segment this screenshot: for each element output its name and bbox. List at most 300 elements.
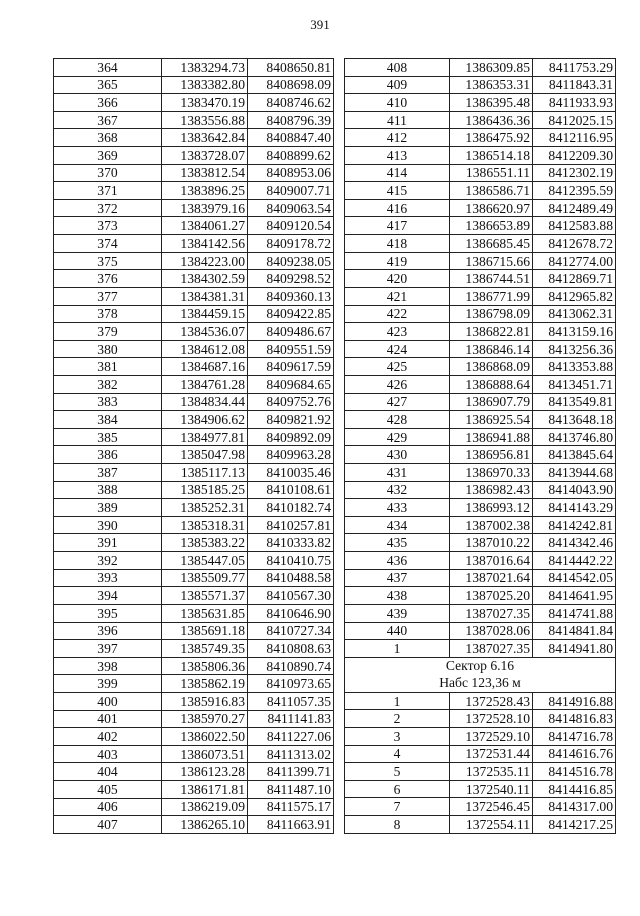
table-row: [345, 727, 616, 745]
point-number-cell: 390: [54, 516, 162, 534]
x-coordinate-cell: 1386956.81: [450, 446, 533, 464]
x-coordinate-cell: 1384536.07: [162, 323, 248, 341]
x-coordinate-cell: 1386073.51: [162, 745, 248, 763]
x-coordinate-cell: 1383979.16: [162, 199, 248, 217]
point-number-cell: 383: [54, 393, 162, 411]
table-row: [54, 446, 334, 464]
y-coordinate-cell: 8409063.54: [248, 199, 334, 217]
x-coordinate-cell: 1383728.07: [162, 147, 248, 165]
y-coordinate-cell: 8408899.62: [248, 147, 334, 165]
table-row: [345, 287, 616, 305]
y-coordinate-cell: 8414716.78: [533, 727, 616, 745]
table-row: [345, 252, 616, 270]
point-number-cell: 432: [345, 481, 450, 499]
table-row: [345, 516, 616, 534]
x-coordinate-cell: 1386514.18: [450, 147, 533, 165]
y-coordinate-cell: 8410973.65: [248, 675, 334, 693]
table-row: [54, 604, 334, 622]
table-row: [54, 640, 334, 658]
table-row: [345, 199, 616, 217]
table-row: [54, 129, 334, 147]
y-coordinate-cell: 8413648.18: [533, 411, 616, 429]
x-coordinate-cell: 1385691.18: [162, 622, 248, 640]
y-coordinate-cell: 8414816.83: [533, 710, 616, 728]
point-number-cell: 370: [54, 164, 162, 182]
table-row: [54, 780, 334, 798]
table-row: [54, 499, 334, 517]
point-number-cell: 437: [345, 569, 450, 587]
x-coordinate-cell: 1385185.25: [162, 481, 248, 499]
table-row: [345, 94, 616, 112]
x-coordinate-cell: 1385571.37: [162, 587, 248, 605]
y-coordinate-cell: 8412209.30: [533, 147, 616, 165]
y-coordinate-cell: 8413159.16: [533, 323, 616, 341]
point-number-cell: 434: [345, 516, 450, 534]
x-coordinate-cell: 1386993.12: [450, 499, 533, 517]
point-number-cell: 373: [54, 217, 162, 235]
x-coordinate-cell: 1385252.31: [162, 499, 248, 517]
x-coordinate-cell: 1385047.98: [162, 446, 248, 464]
y-coordinate-cell: 8411141.83: [248, 710, 334, 728]
point-number-cell: 395: [54, 604, 162, 622]
table-row: [54, 534, 334, 552]
y-coordinate-cell: 8409360.13: [248, 287, 334, 305]
x-coordinate-cell: 1386219.09: [162, 798, 248, 816]
point-number-cell: 367: [54, 111, 162, 129]
point-number-cell: 1: [345, 640, 450, 658]
y-coordinate-cell: 8414741.88: [533, 604, 616, 622]
point-number-cell: 414: [345, 164, 450, 182]
x-coordinate-cell: 1384302.59: [162, 270, 248, 288]
point-number-cell: 421: [345, 287, 450, 305]
x-coordinate-cell: 1386353.31: [450, 76, 533, 94]
y-coordinate-cell: 8410108.61: [248, 481, 334, 499]
x-coordinate-cell: 1384906.62: [162, 411, 248, 429]
y-coordinate-cell: 8409486.67: [248, 323, 334, 341]
table-row: [54, 111, 334, 129]
table-row: [345, 182, 616, 200]
y-coordinate-cell: 8414641.95: [533, 587, 616, 605]
point-number-cell: 380: [54, 340, 162, 358]
coordinates-table-left-body: [54, 59, 334, 834]
table-row: [345, 569, 616, 587]
table-row: [345, 428, 616, 446]
point-number-cell: 435: [345, 534, 450, 552]
table-row: [345, 464, 616, 482]
y-coordinate-cell: 8412774.00: [533, 252, 616, 270]
x-coordinate-cell: 1385383.22: [162, 534, 248, 552]
x-coordinate-cell: 1384977.81: [162, 428, 248, 446]
y-coordinate-cell: 8408650.81: [248, 59, 334, 77]
table-row: [345, 745, 616, 763]
y-coordinate-cell: 8412025.15: [533, 111, 616, 129]
point-number-cell: 378: [54, 305, 162, 323]
y-coordinate-cell: 8412116.95: [533, 129, 616, 147]
x-coordinate-cell: 1386022.50: [162, 728, 248, 746]
table-row: [54, 657, 334, 675]
y-coordinate-cell: 8410410.75: [248, 552, 334, 570]
point-number-cell: 411: [345, 111, 450, 129]
table-row: [345, 604, 616, 622]
point-number-cell: 406: [54, 798, 162, 816]
point-number-cell: 424: [345, 340, 450, 358]
x-coordinate-cell: 1385117.13: [162, 464, 248, 482]
y-coordinate-cell: 8413256.36: [533, 340, 616, 358]
y-coordinate-cell: 8409007.71: [248, 182, 334, 200]
y-coordinate-cell: 8414242.81: [533, 516, 616, 534]
table-row: [345, 692, 616, 710]
table-row: [54, 587, 334, 605]
y-coordinate-cell: 8409422.85: [248, 305, 334, 323]
x-coordinate-cell: 1386771.99: [450, 287, 533, 305]
table-row: [54, 375, 334, 393]
y-coordinate-cell: 8408698.09: [248, 76, 334, 94]
x-coordinate-cell: 1386475.92: [450, 129, 533, 147]
x-coordinate-cell: 1372528.43: [450, 692, 533, 710]
table-row: [54, 393, 334, 411]
table-row: [54, 516, 334, 534]
point-number-cell: 8: [345, 815, 450, 833]
x-coordinate-cell: 1372528.10: [450, 710, 533, 728]
y-coordinate-cell: 8412965.82: [533, 287, 616, 305]
point-number-cell: 409: [345, 76, 450, 94]
table-row: [345, 164, 616, 182]
y-coordinate-cell: 8412302.19: [533, 164, 616, 182]
x-coordinate-cell: 1387010.22: [450, 534, 533, 552]
y-coordinate-cell: 8410567.30: [248, 587, 334, 605]
x-coordinate-cell: 1385631.85: [162, 604, 248, 622]
point-number-cell: 375: [54, 252, 162, 270]
y-coordinate-cell: 8408847.40: [248, 129, 334, 147]
y-coordinate-cell: 8411933.93: [533, 94, 616, 112]
table-row: [345, 815, 616, 833]
x-coordinate-cell: 1384459.15: [162, 305, 248, 323]
x-coordinate-cell: 1384761.28: [162, 375, 248, 393]
x-coordinate-cell: 1383470.19: [162, 94, 248, 112]
y-coordinate-cell: 8414416.85: [533, 780, 616, 798]
point-number-cell: 396: [54, 622, 162, 640]
table-row: [54, 411, 334, 429]
x-coordinate-cell: 1384381.31: [162, 287, 248, 305]
table-row: [345, 710, 616, 728]
point-number-cell: 394: [54, 587, 162, 605]
point-number-cell: 440: [345, 622, 450, 640]
x-coordinate-cell: 1387025.20: [450, 587, 533, 605]
y-coordinate-cell: 8410808.63: [248, 640, 334, 658]
point-number-cell: 402: [54, 728, 162, 746]
table-row: [345, 446, 616, 464]
table-row: [345, 534, 616, 552]
table-row: [54, 182, 334, 200]
y-coordinate-cell: 8412583.88: [533, 217, 616, 235]
point-number-cell: 427: [345, 393, 450, 411]
y-coordinate-cell: 8414941.80: [533, 640, 616, 658]
sector-header-row: [345, 657, 616, 692]
point-number-cell: 417: [345, 217, 450, 235]
y-coordinate-cell: 8409821.92: [248, 411, 334, 429]
table-row: [345, 587, 616, 605]
y-coordinate-cell: 8410035.46: [248, 464, 334, 482]
table-row: [345, 59, 616, 77]
point-number-cell: 5: [345, 763, 450, 781]
x-coordinate-cell: 1383642.84: [162, 129, 248, 147]
point-number-cell: 3: [345, 727, 450, 745]
point-number-cell: 430: [345, 446, 450, 464]
x-coordinate-cell: 1386395.48: [450, 94, 533, 112]
x-coordinate-cell: 1372540.11: [450, 780, 533, 798]
x-coordinate-cell: 1386888.64: [450, 375, 533, 393]
point-number-cell: 413: [345, 147, 450, 165]
point-number-cell: 433: [345, 499, 450, 517]
point-number-cell: 386: [54, 446, 162, 464]
point-number-cell: 429: [345, 428, 450, 446]
x-coordinate-cell: 1372535.11: [450, 763, 533, 781]
point-number-cell: 366: [54, 94, 162, 112]
point-number-cell: 431: [345, 464, 450, 482]
x-coordinate-cell: 1384687.16: [162, 358, 248, 376]
x-coordinate-cell: 1385806.36: [162, 657, 248, 675]
point-number-cell: 439: [345, 604, 450, 622]
x-coordinate-cell: 1386868.09: [450, 358, 533, 376]
table-row: [54, 798, 334, 816]
table-row: [345, 217, 616, 235]
x-coordinate-cell: 1386436.36: [450, 111, 533, 129]
table-row: [345, 323, 616, 341]
x-coordinate-cell: 1386907.79: [450, 393, 533, 411]
y-coordinate-cell: 8408953.06: [248, 164, 334, 182]
x-coordinate-cell: 1384223.00: [162, 252, 248, 270]
point-number-cell: 404: [54, 763, 162, 781]
point-number-cell: 422: [345, 305, 450, 323]
y-coordinate-cell: 8411843.31: [533, 76, 616, 94]
point-number-cell: 403: [54, 745, 162, 763]
y-coordinate-cell: 8408796.39: [248, 111, 334, 129]
table-row: [54, 464, 334, 482]
point-number-cell: 1: [345, 692, 450, 710]
table-row: [54, 569, 334, 587]
table-row: [54, 728, 334, 746]
x-coordinate-cell: 1387016.64: [450, 552, 533, 570]
table-row: [345, 270, 616, 288]
point-number-cell: 377: [54, 287, 162, 305]
point-number-cell: 438: [345, 587, 450, 605]
y-coordinate-cell: 8414841.84: [533, 622, 616, 640]
x-coordinate-cell: 1383294.73: [162, 59, 248, 77]
table-row: [345, 358, 616, 376]
table-row: [54, 217, 334, 235]
y-coordinate-cell: 8409752.76: [248, 393, 334, 411]
coordinates-table-right-bottom: [345, 692, 616, 833]
point-number-cell: 374: [54, 235, 162, 253]
y-coordinate-cell: 8413944.68: [533, 464, 616, 482]
table-row: [54, 235, 334, 253]
y-coordinate-cell: 8412489.49: [533, 199, 616, 217]
table-row: [345, 375, 616, 393]
coordinates-table-right: [344, 58, 616, 834]
point-number-cell: 416: [345, 199, 450, 217]
table-row: [54, 428, 334, 446]
table-row: [54, 763, 334, 781]
table-row: [54, 270, 334, 288]
table-row: [54, 710, 334, 728]
x-coordinate-cell: 1383382.80: [162, 76, 248, 94]
x-coordinate-cell: 1386265.10: [162, 816, 248, 834]
y-coordinate-cell: 8411575.17: [248, 798, 334, 816]
table-row: [54, 252, 334, 270]
point-number-cell: 382: [54, 375, 162, 393]
y-coordinate-cell: 8410727.34: [248, 622, 334, 640]
x-coordinate-cell: 1387027.35: [450, 604, 533, 622]
point-number-cell: 415: [345, 182, 450, 200]
table-row: [54, 816, 334, 834]
point-number-cell: 7: [345, 798, 450, 816]
y-coordinate-cell: 8409551.59: [248, 340, 334, 358]
table-row: [54, 745, 334, 763]
x-coordinate-cell: 1386846.14: [450, 340, 533, 358]
point-number-cell: 4: [345, 745, 450, 763]
x-coordinate-cell: 1386822.81: [450, 323, 533, 341]
table-row: [54, 305, 334, 323]
x-coordinate-cell: 1372554.11: [450, 815, 533, 833]
point-number-cell: 385: [54, 428, 162, 446]
point-number-cell: 368: [54, 129, 162, 147]
point-number-cell: 379: [54, 323, 162, 341]
x-coordinate-cell: 1387021.64: [450, 569, 533, 587]
y-coordinate-cell: 8409963.28: [248, 446, 334, 464]
x-coordinate-cell: 1386123.28: [162, 763, 248, 781]
point-number-cell: 6: [345, 780, 450, 798]
x-coordinate-cell: 1372531.44: [450, 745, 533, 763]
point-number-cell: 371: [54, 182, 162, 200]
table-row: [345, 798, 616, 816]
point-number-cell: 399: [54, 675, 162, 693]
table-row: [345, 552, 616, 570]
y-coordinate-cell: 8411399.71: [248, 763, 334, 781]
y-coordinate-cell: 8411663.91: [248, 816, 334, 834]
table-row: [54, 358, 334, 376]
table-row: [54, 481, 334, 499]
y-coordinate-cell: 8414217.25: [533, 815, 616, 833]
x-coordinate-cell: 1386970.33: [450, 464, 533, 482]
point-number-cell: 388: [54, 481, 162, 499]
y-coordinate-cell: 8414542.05: [533, 569, 616, 587]
table-row: [54, 76, 334, 94]
point-number-cell: 369: [54, 147, 162, 165]
x-coordinate-cell: 1386620.97: [450, 199, 533, 217]
y-coordinate-cell: 8412395.59: [533, 182, 616, 200]
point-number-cell: 376: [54, 270, 162, 288]
point-number-cell: 420: [345, 270, 450, 288]
table-row: [345, 235, 616, 253]
table-row: [54, 692, 334, 710]
x-coordinate-cell: 1386925.54: [450, 411, 533, 429]
table-row: [345, 147, 616, 165]
x-coordinate-cell: 1372546.45: [450, 798, 533, 816]
x-coordinate-cell: 1385970.27: [162, 710, 248, 728]
x-coordinate-cell: 1384834.44: [162, 393, 248, 411]
x-coordinate-cell: 1386715.66: [450, 252, 533, 270]
table-row: [54, 340, 334, 358]
x-coordinate-cell: 1386653.89: [450, 217, 533, 235]
x-coordinate-cell: 1385916.83: [162, 692, 248, 710]
x-coordinate-cell: 1386551.11: [450, 164, 533, 182]
y-coordinate-cell: 8409238.05: [248, 252, 334, 270]
y-coordinate-cell: 8411313.02: [248, 745, 334, 763]
y-coordinate-cell: 8411227.06: [248, 728, 334, 746]
table-row: [345, 411, 616, 429]
y-coordinate-cell: 8413451.71: [533, 375, 616, 393]
x-coordinate-cell: 1387027.35: [450, 640, 533, 658]
coordinates-table-left: [53, 58, 334, 834]
table-row: [54, 59, 334, 77]
point-number-cell: 401: [54, 710, 162, 728]
y-coordinate-cell: 8414442.22: [533, 552, 616, 570]
table-row: [54, 199, 334, 217]
point-number-cell: 405: [54, 780, 162, 798]
table-row: [345, 622, 616, 640]
point-number-cell: 384: [54, 411, 162, 429]
x-coordinate-cell: 1384142.56: [162, 235, 248, 253]
sector-subtitle: Набс 123,36 м: [439, 674, 521, 690]
table-row: [345, 763, 616, 781]
x-coordinate-cell: 1385749.35: [162, 640, 248, 658]
y-coordinate-cell: 8413746.80: [533, 428, 616, 446]
y-coordinate-cell: 8410333.82: [248, 534, 334, 552]
point-number-cell: 391: [54, 534, 162, 552]
point-number-cell: 372: [54, 199, 162, 217]
point-number-cell: 428: [345, 411, 450, 429]
table-row: [54, 552, 334, 570]
y-coordinate-cell: 8413549.81: [533, 393, 616, 411]
x-coordinate-cell: 1387002.38: [450, 516, 533, 534]
point-number-cell: 387: [54, 464, 162, 482]
y-coordinate-cell: 8413062.31: [533, 305, 616, 323]
y-coordinate-cell: 8409298.52: [248, 270, 334, 288]
table-row: [345, 129, 616, 147]
x-coordinate-cell: 1384612.08: [162, 340, 248, 358]
table-row: [345, 305, 616, 323]
table-row: [345, 393, 616, 411]
point-number-cell: 408: [345, 59, 450, 77]
page-number: 391: [310, 17, 330, 32]
point-number-cell: 400: [54, 692, 162, 710]
x-coordinate-cell: 1384061.27: [162, 217, 248, 235]
table-row: [54, 323, 334, 341]
x-coordinate-cell: 1385862.19: [162, 675, 248, 693]
point-number-cell: 393: [54, 569, 162, 587]
x-coordinate-cell: 1383556.88: [162, 111, 248, 129]
point-number-cell: 418: [345, 235, 450, 253]
x-coordinate-cell: 1385509.77: [162, 569, 248, 587]
y-coordinate-cell: 8414317.00: [533, 798, 616, 816]
point-number-cell: 426: [345, 375, 450, 393]
point-number-cell: 364: [54, 59, 162, 77]
table-row: [54, 622, 334, 640]
table-row: [54, 287, 334, 305]
y-coordinate-cell: 8410890.74: [248, 657, 334, 675]
y-coordinate-cell: 8413845.64: [533, 446, 616, 464]
point-number-cell: 2: [345, 710, 450, 728]
table-row: [345, 340, 616, 358]
table-row: [345, 640, 616, 658]
y-coordinate-cell: 8411487.10: [248, 780, 334, 798]
y-coordinate-cell: 8413353.88: [533, 358, 616, 376]
y-coordinate-cell: 8410182.74: [248, 499, 334, 517]
table-row: [345, 481, 616, 499]
x-coordinate-cell: 1386309.85: [450, 59, 533, 77]
point-number-cell: 407: [54, 816, 162, 834]
point-number-cell: 381: [54, 358, 162, 376]
